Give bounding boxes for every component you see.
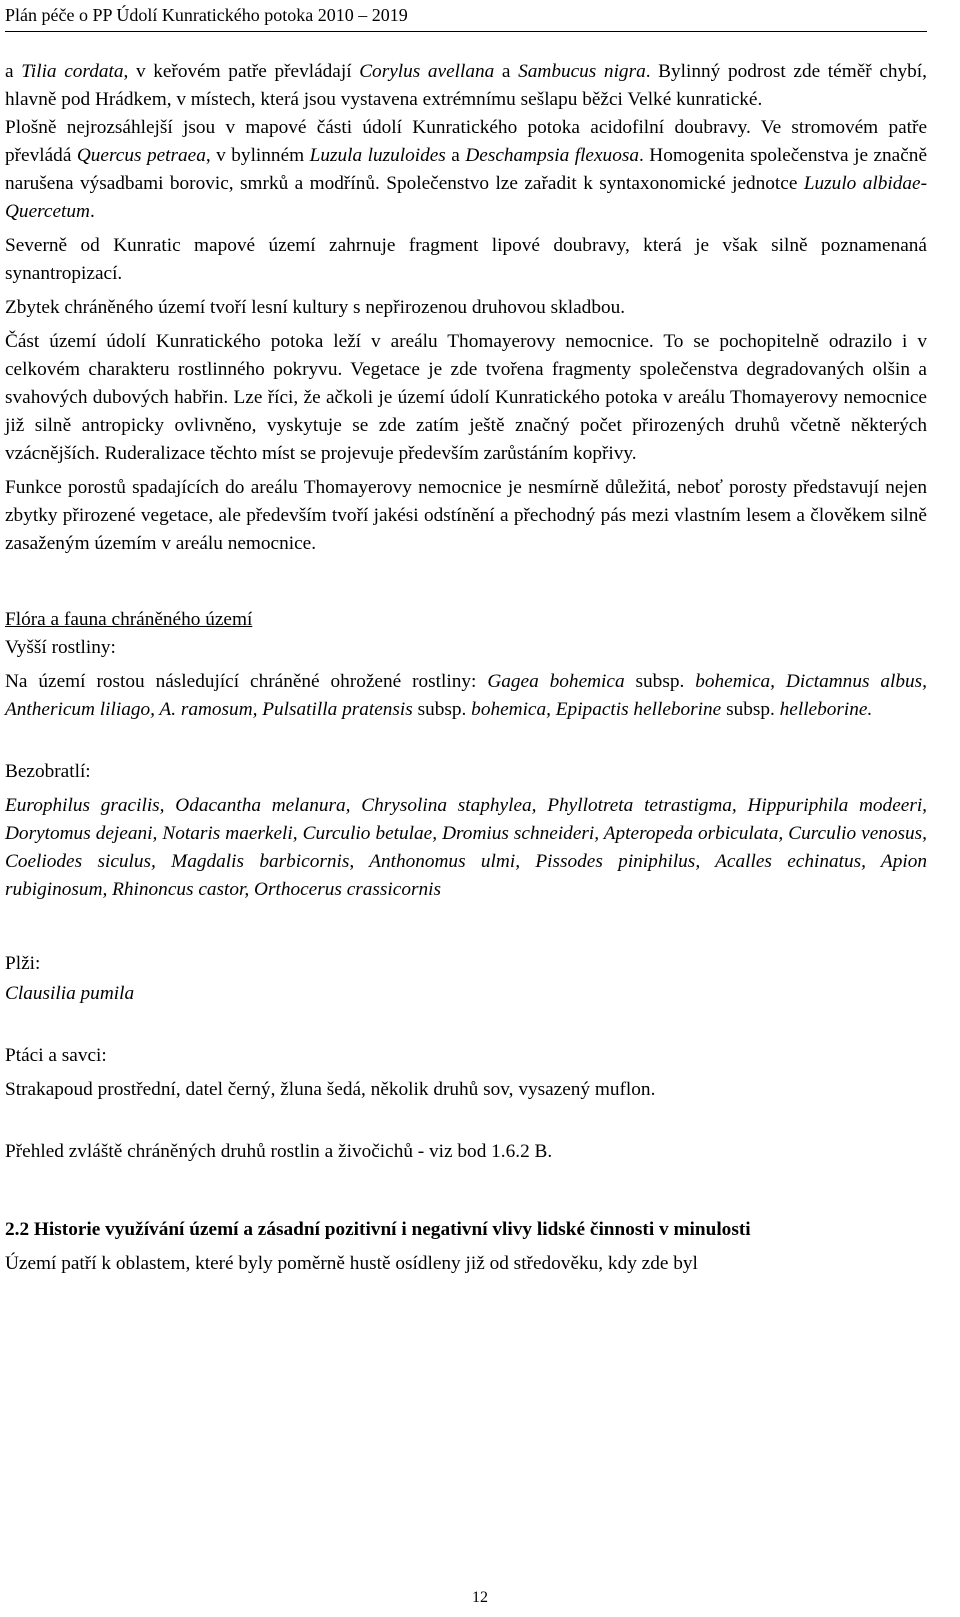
label-higher-plants: Vyšší rostliny: [5,637,116,658]
species-name: Gagea bohemica [487,671,625,692]
text-run: subsp. [412,699,472,720]
species-name: Sambucus nigra [518,61,646,82]
text-run: Plošně nejrozsáhlejší jsou v mapové části údolí Kunratického potoka acidofilní doubravy. Ve stromovém patře převládá [5,117,927,166]
paragraph-vegetation-intro [5,58,927,114]
text-run: . [89,201,95,222]
overview-reference: Přehled zvláště chráněných druhů rostlin a živočichů - viz bod 1.6.2 B. [5,1141,553,1162]
label-invertebrates: Bezobratlí: [5,761,91,782]
label-snails: Plži: [5,953,41,974]
header-rule [5,31,927,32]
section-title-flora-fauna [5,606,927,634]
text-run: a [5,61,22,82]
list-invertebrates [5,792,927,904]
species-list: Clausilia pumila [5,983,135,1004]
paragraph-lime-oak: Severně od Kunratic mapové území zahrnuje fragment lipové doubravy, která je však silně poznamenaná synantropizací. [5,235,927,284]
species-name: Quercus petraea [76,145,206,166]
list-snails [5,980,927,1008]
paragraph-stand-function: Funkce porostů spadajících do areálu Thomayerovy nemocnice je nesmírně důležitá, neboť porosty představují nejen zbytky přirozené vegetace, ale především tvoří jakési odstínění a přechodný pás mezi vlastním lesem a člověkem silně zasaženým územím v areálu nemocnice. [5,477,927,554]
page-number: 12 [472,1589,488,1606]
paragraph-history: Území patří k oblastem, které byly poměrně hustě osídleny již od středověku, kdy zde byl [5,1253,698,1274]
paragraph-protected-plants [5,668,927,724]
section-heading-2-2: 2.2 Historie využívání území a zásadní pozitivní i negativní vlivy lidské činnosti v minulosti [5,1219,751,1240]
list-birds-mammals: Strakapoud prostřední, datel černý, žluna šedá, několik druhů sov, vysazený muflon. [5,1079,656,1100]
species-name: Tilia cordata [21,61,124,82]
text-run: a [494,61,519,82]
text-run: a [445,145,466,166]
paragraph-hospital-area: Část území údolí Kunratického potoka leží v areálu Thomayerovy nemocnice. To se pochopitelně odrazilo i v celkovém charakteru rostlinného pokryvu. Vegetace je zde tvořena fragmenty společenstva degradovaných olšin a svahových dubových habřin. Lze říci, že ačkoli je území údolí Kunratického potoka v areálu Thomayerovy nemocnice již silně antropicky ovlivněno, vyskytuje se zde zatím ještě značný počet přirozených druhů včetně některých vzácnějších. Ruderalizace těchto míst se projevuje především zarůstáním kopřivy. [5,331,927,464]
text-run: . Homogenita společenstva je značně narušena výsadbami borovic, smrků a modřínů. Společenstvo lze zařadit k syntaxonomické jednotce [5,145,927,194]
species-name: Luzulo albidae-Quercetum [5,173,927,222]
species-name: Deschampsia flexuosa [465,145,639,166]
species-name: Luzula luzuloides [309,145,446,166]
species-name: Corylus avellana [359,61,495,82]
species-name: bohemica, Epipactis helleborine [471,699,722,720]
paragraph-oak-woods [5,114,927,226]
text-run: , v keřovém patře převládají [123,61,360,82]
paragraph-forest-cultures: Zbytek chráněného území tvoří lesní kultury s nepřirozenou druhovou skladbou. [5,297,626,318]
text-run: , v bylinném [205,145,310,166]
text-run: Na území rostou následující chráněné ohrožené rostliny: [5,671,488,692]
text-run: . Bylinný podrost zde téměř chybí, hlavně pod Hrádkem, v místech, která jsou vystavena extrémnímu sešlapu běžci Velké kunratické. [5,61,927,110]
species-name: helleborine. [779,699,873,720]
text-run: subsp. [624,671,696,692]
section-title-text: Flóra a fauna chráněného území [5,609,253,630]
page-header: Plán péče o PP Údolí Kunratického potoka 2010 – 2019 [5,5,408,25]
text-run: subsp. [721,699,780,720]
label-birds-mammals: Ptáci a savci: [5,1045,107,1066]
species-list: Europhilus gracilis, Odacantha melanura, Chrysolina staphylea, Phyllotreta tetrastigma, Hippuriphila modeeri, Dorytomus dejeani, Notaris maerkeli, Curculio betulae, Dromius schneideri, Apteropeda orbiculata, Curculio venosus, Coeliodes siculus, Magdalis barbicornis, Anthonomus ulmi, Pissodes piniphilus, Acalles echinatus, Apion rubiginosum, Rhinoncus castor, Orthocerus crassicornis [5,795,927,900]
page-content [5,58,927,1278]
species-name: bohemica, Dictamnus albus, Anthericum liliago, A. ramosum, Pulsatilla pratensis [5,671,927,720]
